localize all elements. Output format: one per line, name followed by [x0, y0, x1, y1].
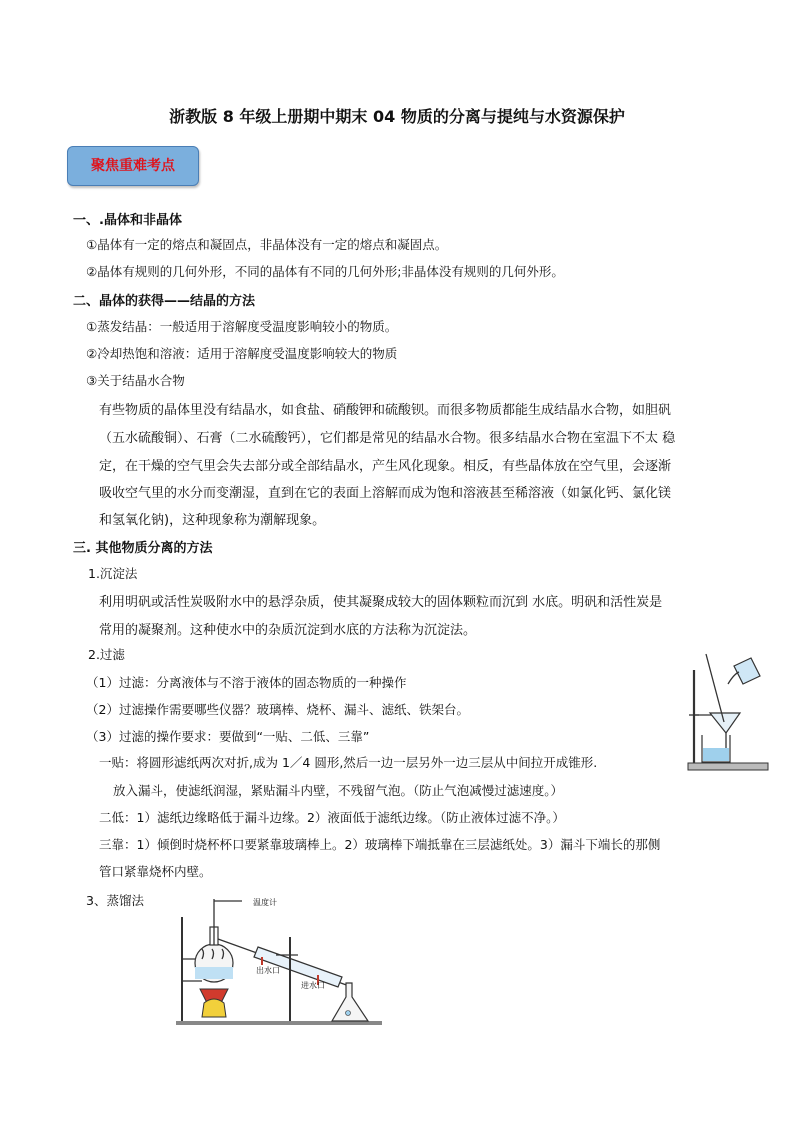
s2-point-1: ①蒸发结晶：一般适用于溶解度受温度影响较小的物质。	[86, 319, 398, 334]
sedimentation-line-2: 常用的凝聚剂。这种使水中的杂质沉淀到水底的方法称为沉淀法。	[99, 623, 477, 638]
distillation-apparatus-figure	[172, 897, 386, 1029]
s2-point-2: ②冷却热饱和溶液：适用于溶解度受温度影响较大的物质	[86, 346, 398, 361]
three-lean-line-1: 三靠：1）倾倒时烧杯杯口要紧靠玻璃棒上。2）玻璃棒下端抵靠在三层滤纸处。3）漏斗下端长的那侧	[99, 837, 661, 852]
s2-point-3: ③关于结晶水合物	[86, 373, 185, 388]
s2-paragraph-line-5: 和氢氧化钠)，这种现象称为潮解现象。	[99, 513, 326, 528]
section-1-heading: 一、.晶体和非晶体	[73, 213, 182, 228]
sub-heading-sedimentation: 1.沉淀法	[88, 566, 138, 581]
sub-heading-distillation: 3、蒸馏法	[86, 893, 144, 908]
s2-paragraph-line-2: （五水硫酸铜）、石膏（二水硫酸钙），它们都是常见的结晶水合物。很多结晶水合物在室温下不太 稳	[99, 431, 676, 446]
s1-point-1: ①晶体有一定的熔点和凝固点，非晶体没有一定的熔点和凝固点。	[86, 237, 448, 252]
water-inlet-label: 进水口	[301, 981, 325, 990]
two-low-line: 二低：1）滤纸边缘略低于漏斗边缘。2）液面低于滤纸边缘。（防止液体过滤不净。）	[99, 810, 565, 825]
three-lean-line-2: 管口紧靠烧杯内壁。	[99, 864, 212, 879]
sub-heading-filtration: 2.过滤	[88, 647, 125, 662]
filtration-apparatus-figure	[684, 650, 770, 774]
filtration-point-1: （1）过滤：分离液体与不溶于液体的固态物质的一种操作	[86, 675, 407, 690]
s2-paragraph-line-3: 定，在干燥的空气里会失去部分或全部结晶水，产生风化现象。相反，有些晶体放在空气里，会逐渐	[99, 459, 672, 474]
s2-paragraph-line-1: 有些物质的晶体里没有结晶水，如食盐、硝酸钾和硫酸钡。而很多物质都能生成结晶水合物，如胆矾	[99, 403, 672, 418]
filtration-point-2: （2）过滤操作需要哪些仪器？玻璃棒、烧杯、漏斗、滤纸、铁架台。	[86, 702, 469, 717]
page-title: 浙教版 8 年级上册期中期末 04 物质的分离与提纯与水资源保护	[169, 107, 625, 126]
section-2-heading: 二、晶体的获得——结晶的方法	[73, 294, 256, 309]
thermometer-label: 温度计	[253, 898, 277, 907]
section-badge: 聚焦重难考点	[67, 146, 199, 186]
sedimentation-line-1: 利用明矾或活性炭吸附水中的悬浮杂质，使其凝聚成较大的固体颗粒而沉到 水底。明矾和活性炭是	[99, 595, 663, 610]
s2-paragraph-line-4: 吸收空气里的水分而变潮湿，直到在它的表面上溶解而成为饱和溶液甚至稀溶液（如氯化钙、氯化镁	[99, 486, 672, 501]
one-stick-line-1: 一贴：将圆形滤纸两次对折,成为 1／4 圆形,然后一边一层另外一边三层从中间拉开成锥形.	[99, 755, 598, 770]
one-stick-line-2: 放入漏斗，使滤纸润湿，紧贴漏斗内壁，不残留气泡。（防止气泡减慢过滤速度。）	[113, 783, 564, 798]
water-outlet-label: 出水口	[256, 966, 280, 975]
s1-point-2: ②晶体有规则的几何外形，不同的晶体有不同的几何外形;非晶体没有规则的几何外形。	[86, 264, 564, 279]
filtration-point-3: （3）过滤的操作要求：要做到“一贴、二低、三靠”	[86, 729, 370, 744]
section-3-heading: 三. 其他物质分离的方法	[73, 541, 213, 556]
